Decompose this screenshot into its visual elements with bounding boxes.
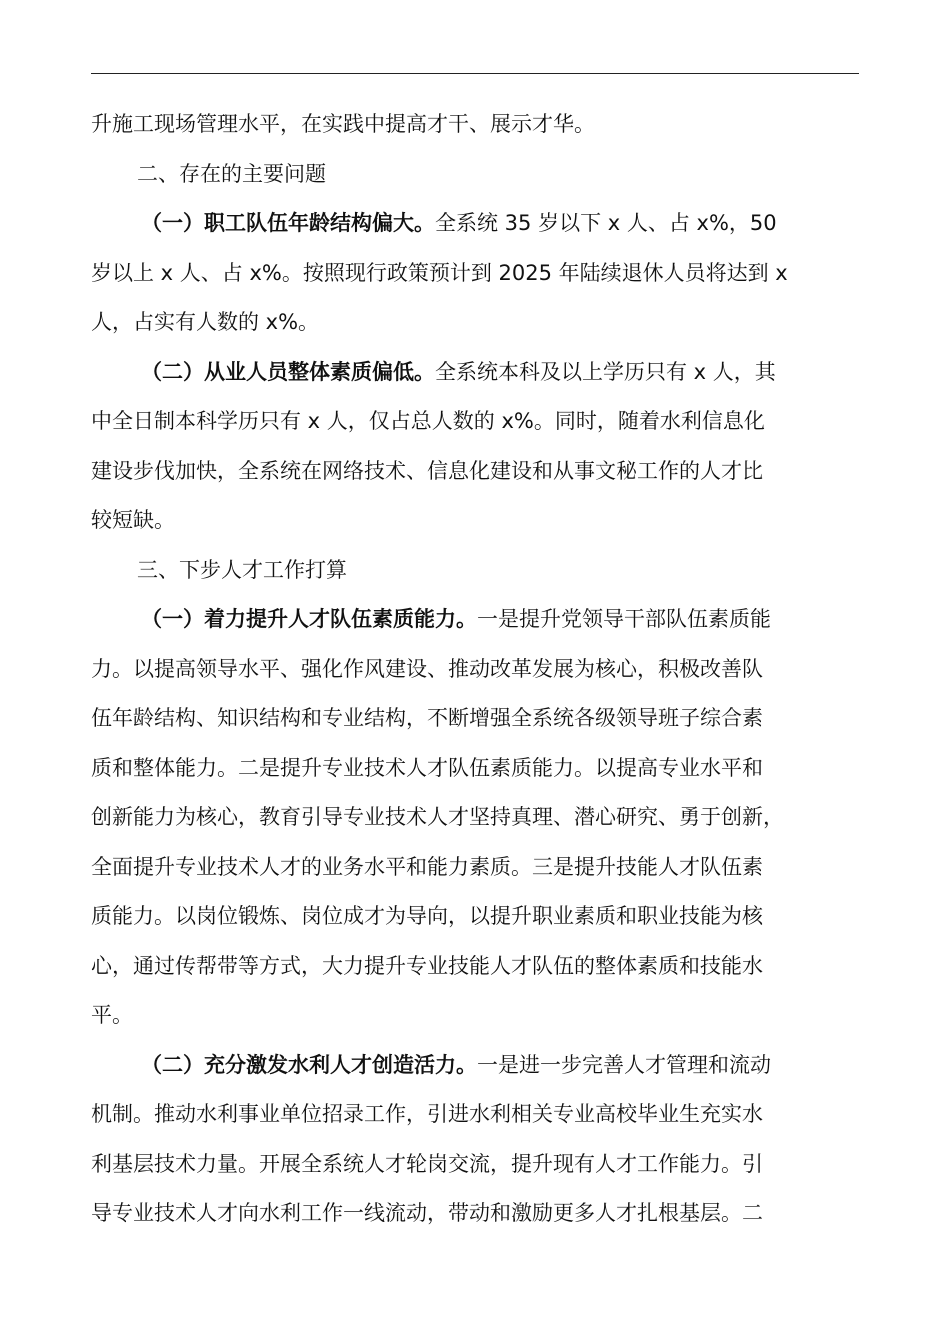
text-line: 创新能力为核心，教育引导专业技术人才坚持真理、潜心研究、勇于创新， <box>91 805 784 829</box>
paragraph-first-line: （一）着力提升人才队伍素质能力。一是提升党领导干部队伍素质能 <box>141 607 771 631</box>
text-line: 力。以提高领导水平、强化作风建设、推动改革发展为核心，积极改善队 <box>91 656 763 681</box>
header-rule <box>91 73 859 74</box>
text-line: 心，通过传帮带等方式，大力提升专业技能人才队伍的整体素质和技能水 <box>91 953 763 978</box>
section-heading: 二、存在的主要问题 <box>137 161 326 186</box>
subsection-heading: （一）职工队伍年龄结构偏大。 <box>141 211 435 235</box>
text-line: 伍年龄结构、知识结构和专业结构，不断增强全系统各级领导班子综合素 <box>91 706 763 730</box>
paragraph-first-line: （二）从业人员整体素质偏低。全系统本科及以上学历只有 x 人，其 <box>141 359 776 384</box>
text-line: 导专业技术人才向水利工作一线流动，带动和激励更多人才扎根基层。二 <box>91 1201 763 1225</box>
subsection-heading: （二）充分激发水利人才创造活力。 <box>141 1052 477 1077</box>
text-line: 建设步伐加快，全系统在网络技术、信息化建设和从事文秘工作的人才比 <box>91 458 763 483</box>
section-heading: 三、下步人才工作打算 <box>137 557 347 582</box>
subsection-heading: （二）从业人员整体素质偏低。 <box>141 359 435 384</box>
text-line: 全面提升专业技术人才的业务水平和能力素质。三是提升技能人才队伍素 <box>91 854 763 879</box>
text-line: 平。 <box>91 1003 133 1027</box>
subsection-heading: （一）着力提升人才队伍素质能力。 <box>141 607 477 631</box>
text-line: 升施工现场管理水平，在实践中提高才干、展示才华。 <box>91 112 595 136</box>
document-body <box>91 100 859 1239</box>
text-line: 中全日制本科学历只有 x 人，仅占总人数的 x%。同时，随着水利信息化 <box>91 409 765 433</box>
text-line: 机制。推动水利事业单位招录工作，引进水利相关专业高校毕业生充实水 <box>91 1102 763 1126</box>
paragraph-first-line: （二）充分激发水利人才创造活力。一是进一步完善人才管理和流动 <box>141 1052 771 1077</box>
text-line: 人，占实有人数的 x%。 <box>91 310 320 334</box>
text-line: 质能力。以岗位锻炼、岗位成才为导向，以提升职业素质和职业技能为核 <box>91 904 763 928</box>
text-line: 质和整体能力。二是提升专业技术人才队伍素质能力。以提高专业水平和 <box>91 755 763 780</box>
paragraph-first-line: （一）职工队伍年龄结构偏大。全系统 35 岁以下 x 人、占 x%，50 <box>141 211 777 235</box>
text-line: 较短缺。 <box>91 508 175 532</box>
text-line: 岁以上 x 人、占 x%。按照现行政策预计到 2025 年陆续退休人员将达到 x <box>91 260 788 285</box>
text-line: 利基层技术力量。开展全系统人才轮岗交流，提升现有人才工作能力。引 <box>91 1151 763 1176</box>
